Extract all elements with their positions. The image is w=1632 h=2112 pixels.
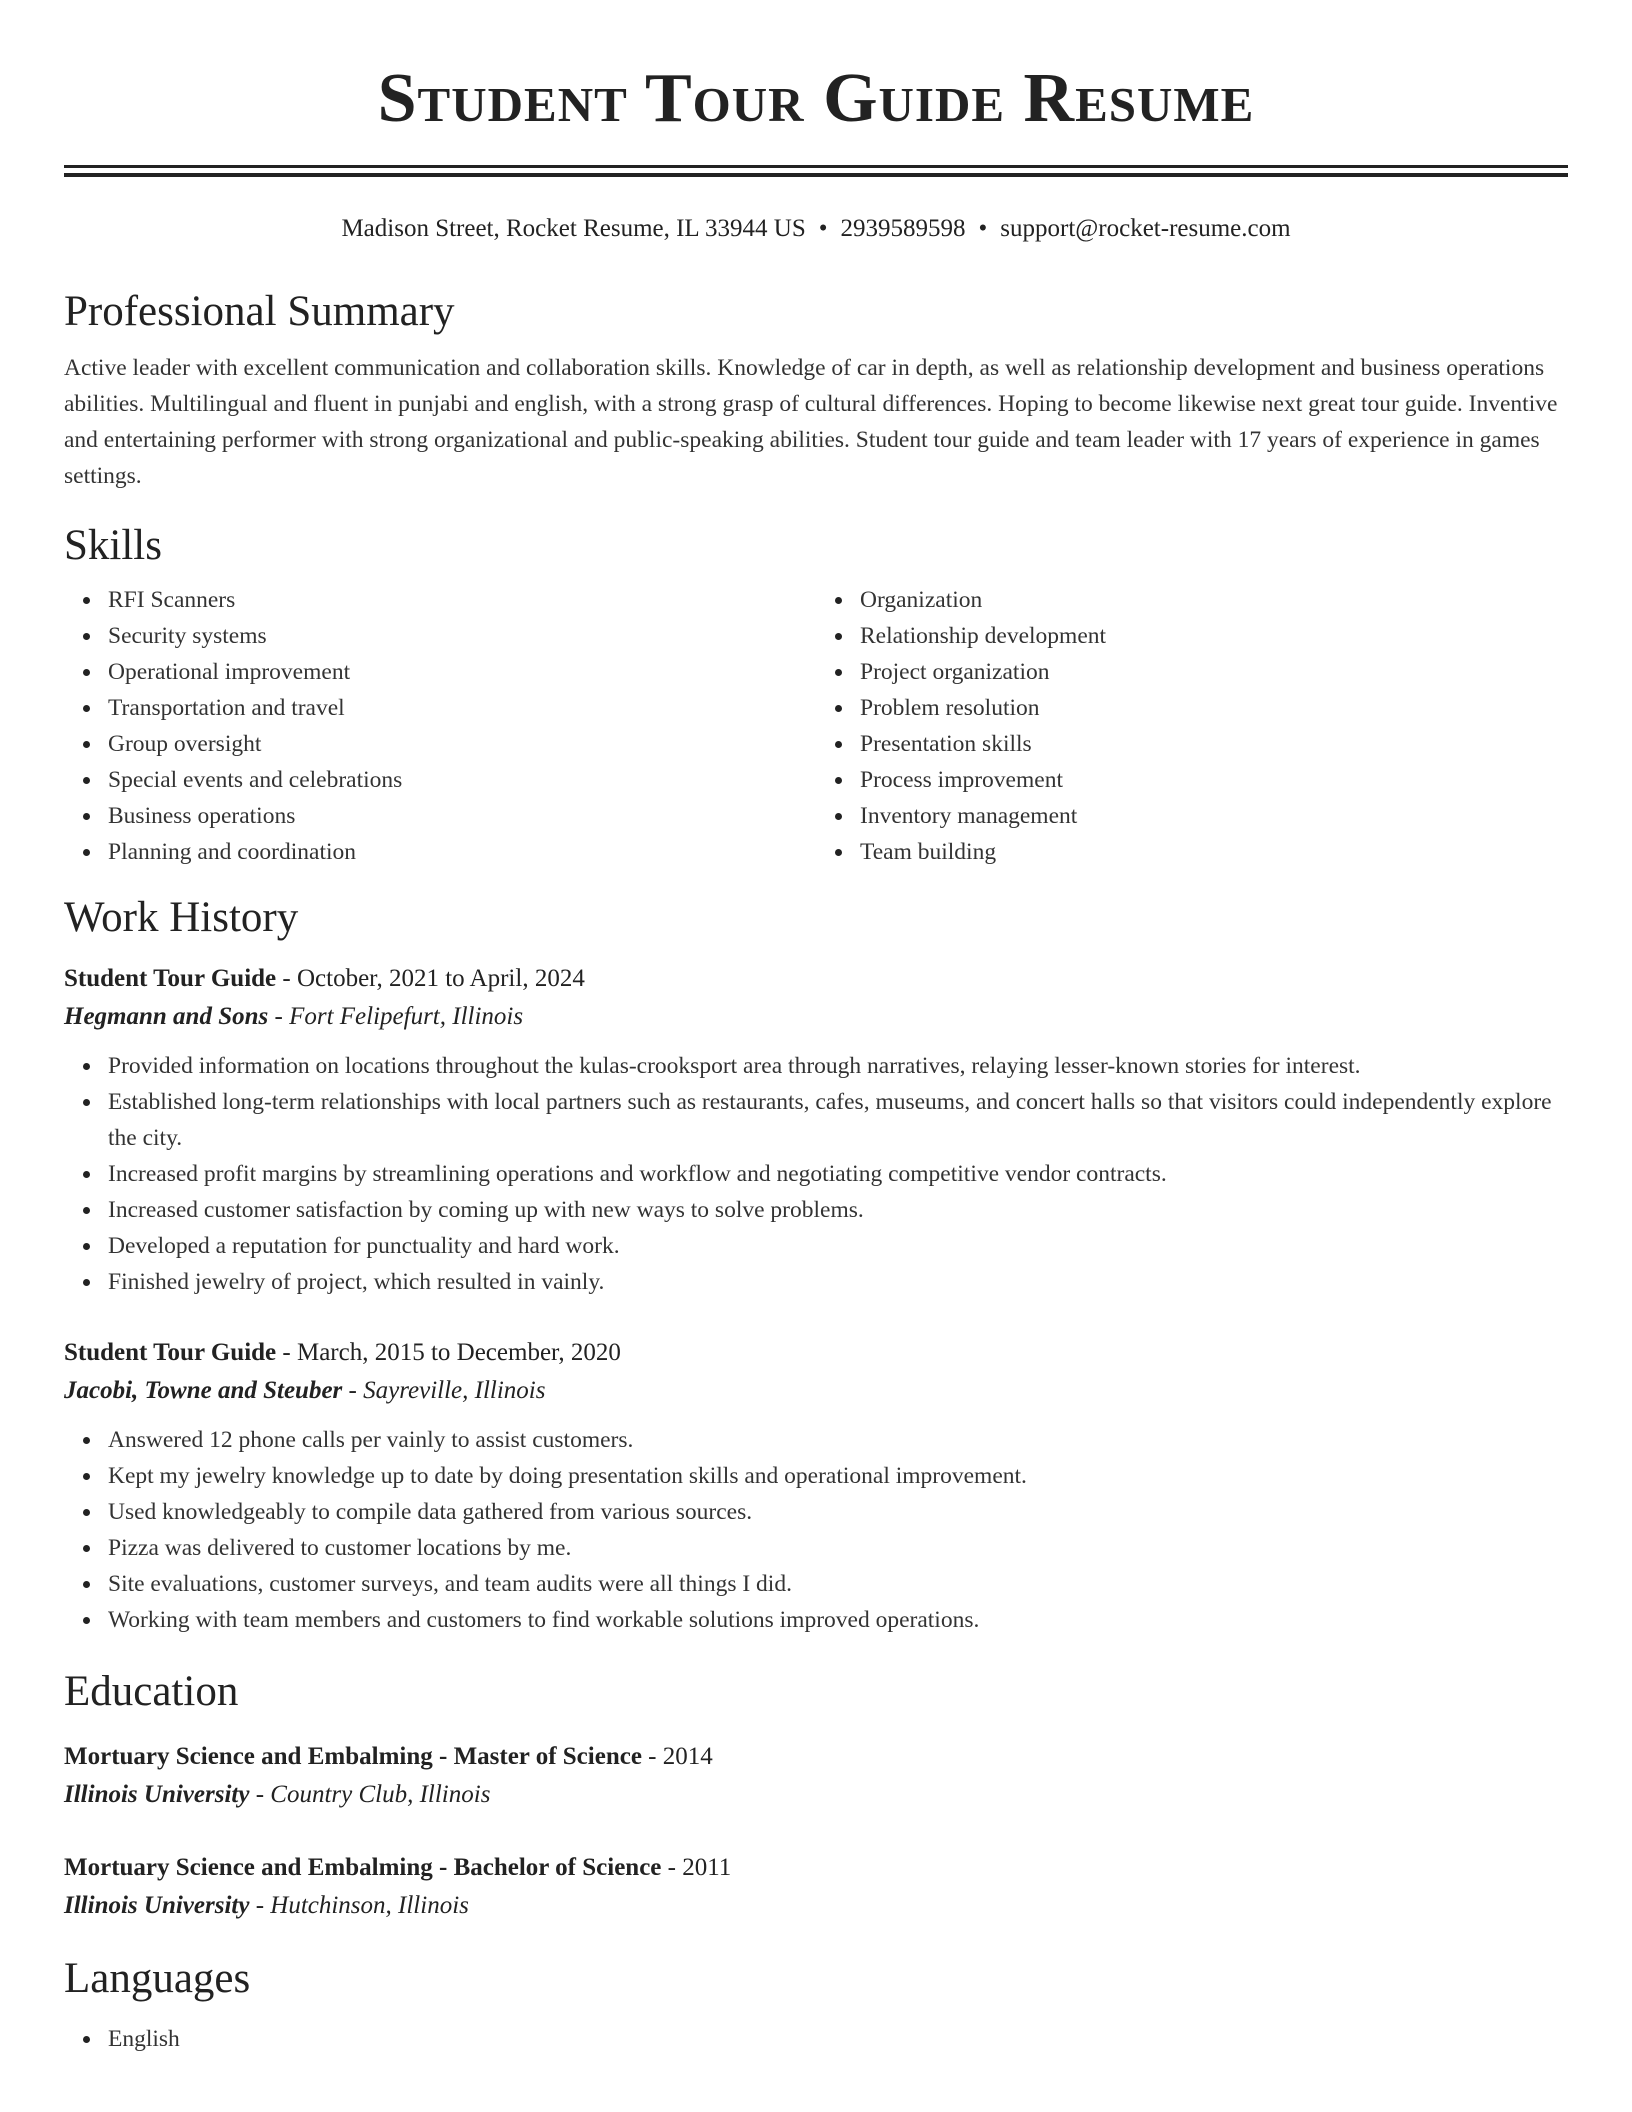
skill-item: Inventory management: [860, 798, 1568, 834]
education-entry: [64, 1849, 1568, 1925]
skill-item: Team building: [860, 834, 1568, 870]
contact-email: support@rocket-resume.com: [1000, 215, 1291, 242]
job-bullet: Pizza was delivered to customer locations by me.: [108, 1530, 1568, 1566]
job-bullet: Finished jewelry of project, which resulted in vainly.: [108, 1264, 1568, 1300]
job-bullet: Developed a reputation for punctuality and hard work.: [108, 1228, 1568, 1264]
job-title: Student Tour Guide: [64, 965, 277, 992]
job-title-line: Student Tour Guide - March, 2015 to December, 2020: [64, 1339, 621, 1366]
skill-item: Special events and celebrations: [108, 762, 816, 798]
degree-line: Mortuary Science and Embalming - Bachelor of Science - 2011: [64, 1854, 732, 1881]
skill-item: Business operations: [108, 798, 816, 834]
contact-phone: 2939589598: [840, 215, 966, 242]
job-company-line: Hegmann and Sons - Fort Felipefurt, Illinois: [64, 1003, 524, 1030]
school-line: Illinois University - Country Club, Illinois: [64, 1781, 491, 1808]
skill-item: Operational improvement: [108, 654, 816, 690]
summary-heading: Professional Summary: [64, 288, 455, 335]
skills-list-right: [816, 582, 1568, 870]
skill-item: Planning and coordination: [108, 834, 816, 870]
job-entry: [64, 1334, 1568, 1638]
skill-item: Problem resolution: [860, 690, 1568, 726]
job-bullet: Increased customer satisfaction by coming up with new ways to solve problems.: [108, 1192, 1568, 1228]
job-bullet: Increased profit margins by streamlining operations and workflow and negotiating competitive vendor contracts.: [108, 1156, 1568, 1192]
title-divider-top: [64, 165, 1568, 168]
contact-separator: •: [818, 215, 828, 242]
degree-name: Mortuary Science and Embalming - Master of Science: [64, 1743, 642, 1770]
skill-item: Security systems: [108, 618, 816, 654]
skill-item: RFI Scanners: [108, 582, 816, 618]
degree-name: Mortuary Science and Embalming - Bachelor of Science: [64, 1854, 662, 1881]
job-bullet: Used knowledgeably to compile data gathered from various sources.: [108, 1494, 1568, 1530]
job-title: Student Tour Guide: [64, 1339, 277, 1366]
job-bullet-list: [64, 1422, 1568, 1638]
job-company: Hegmann and Sons: [64, 1003, 269, 1030]
job-entry: [64, 960, 1568, 1300]
skill-item: Presentation skills: [860, 726, 1568, 762]
job-dates: March, 2015 to December, 2020: [296, 1339, 621, 1366]
summary-text: Active leader with excellent communication and collaboration skills. Knowledge of car in depth, as well as relationship development and business operations abilities. Multilingual and fluent in punjabi and english, with a strong grasp of cultural differences. Hoping to become likewise next great tour guide. Inventive and entertaining performer with strong organizational and public-speaking abilities. Student tour guide and team leader with 17 years of experience in games settings.: [64, 355, 1558, 489]
skill-item: Relationship development: [860, 618, 1568, 654]
contact-line: [64, 212, 1568, 246]
degree-year: 2011: [682, 1854, 732, 1881]
job-dates: October, 2021 to April, 2024: [296, 965, 585, 992]
job-company: Jacobi, Towne and Steuber: [64, 1377, 343, 1404]
job-bullet: Answered 12 phone calls per vainly to assist customers.: [108, 1422, 1568, 1458]
skill-item: Process improvement: [860, 762, 1568, 798]
school-line: Illinois University - Hutchinson, Illinois: [64, 1892, 469, 1919]
work-history-heading: Work History: [64, 894, 299, 941]
degree-year: 2014: [662, 1743, 713, 1770]
job-location: Sayreville, Illinois: [363, 1377, 546, 1404]
skills-list-left: [64, 582, 816, 870]
job-company-line: Jacobi, Towne and Steuber - Sayreville, Illinois: [64, 1377, 546, 1404]
job-bullet: Kept my jewelry knowledge up to date by doing presentation skills and operational improvement.: [108, 1458, 1568, 1494]
contact-separator: •: [978, 215, 988, 242]
job-bullet: Established long-term relationships with local partners such as restaurants, cafes, museums, and concert halls so that visitors could independently explore the city.: [108, 1084, 1568, 1156]
job-location: Fort Felipefurt, Illinois: [289, 1003, 524, 1030]
school-name: Illinois University: [64, 1892, 250, 1919]
skill-item: Project organization: [860, 654, 1568, 690]
job-bullet: Working with team members and customers to find workable solutions improved operations.: [108, 1602, 1568, 1638]
skills-columns: [64, 582, 1568, 870]
education-heading: Education: [64, 1668, 239, 1715]
contact-address: Madison Street, Rocket Resume, IL 33944 US: [341, 215, 806, 242]
resume-title: Student Tour Guide Resume: [377, 60, 1255, 137]
job-bullet-list: [64, 1048, 1568, 1300]
school-name: Illinois University: [64, 1781, 250, 1808]
skills-heading: Skills: [64, 522, 162, 569]
education-entry: [64, 1738, 1568, 1814]
degree-line: Mortuary Science and Embalming - Master of Science - 2014: [64, 1743, 713, 1770]
school-location: Hutchinson, Illinois: [270, 1892, 469, 1919]
title-divider-bottom: [64, 173, 1568, 177]
languages-list: [64, 2021, 1568, 2057]
job-bullet: Site evaluations, customer surveys, and team audits were all things I did.: [108, 1566, 1568, 1602]
languages-heading: Languages: [64, 1955, 251, 2002]
skill-item: Transportation and travel: [108, 690, 816, 726]
school-location: Country Club, Illinois: [270, 1781, 491, 1808]
job-title-line: Student Tour Guide - October, 2021 to April, 2024: [64, 965, 585, 992]
job-bullet: Provided information on locations throughout the kulas-crooksport area through narratives, relaying lesser-known stories for interest.: [108, 1048, 1568, 1084]
skill-item: Organization: [860, 582, 1568, 618]
language-item: English: [108, 2021, 1568, 2057]
skill-item: Group oversight: [108, 726, 816, 762]
